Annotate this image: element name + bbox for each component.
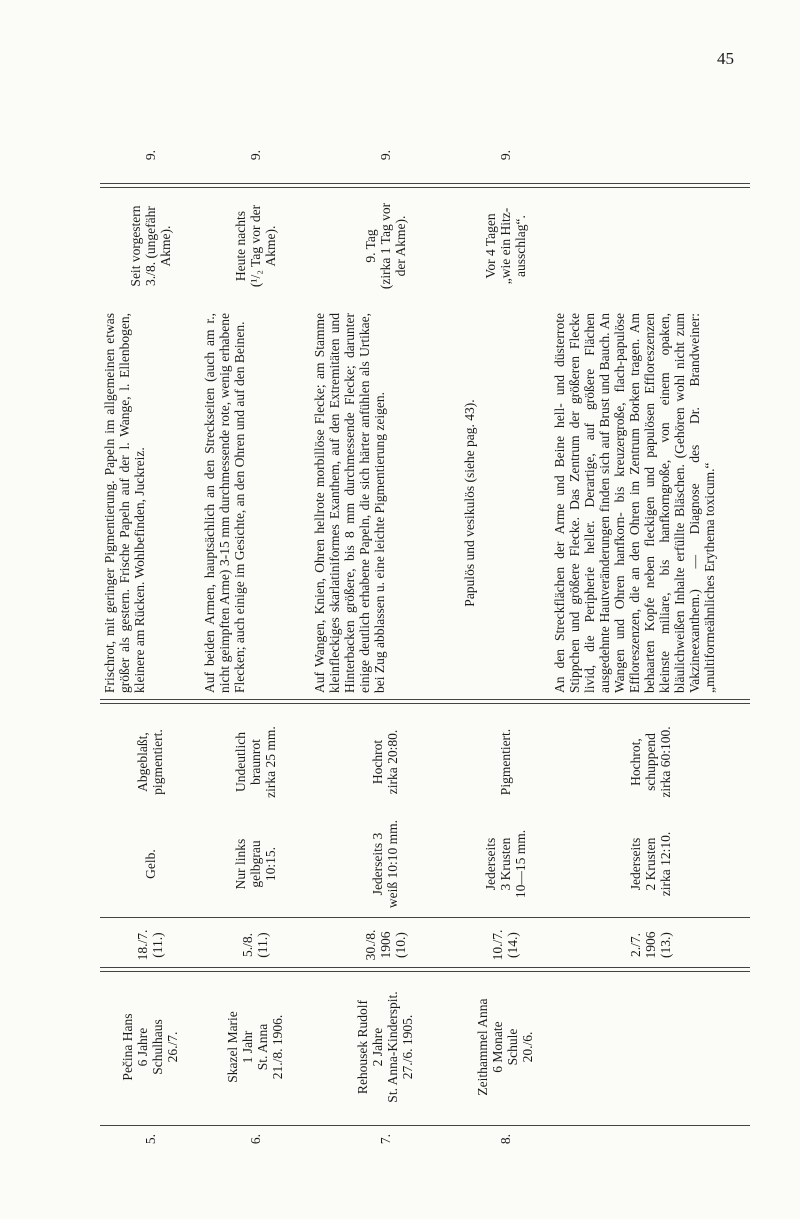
table-row-5 bbox=[100, 120, 200, 1150]
patient-info: Rehousek Rudolf 2 Jahre St. Anna-Kinderspit. 27./6. 1905. bbox=[355, 991, 415, 1103]
areola-reaction: Abgeblaßt, pigmentiert. bbox=[135, 729, 165, 795]
areola-reaction: Hochrot zirka 20:80. bbox=[370, 729, 400, 795]
patient-info bbox=[550, 972, 750, 1122]
day-number: 9. bbox=[247, 149, 263, 161]
exanthem-findings: Auf Wangen, Knien, Ohren hellrote morbillöse Flecke; am Stamme kleinfleckiges skarlatiniformes Exanthem, auf den Extremitäten und Hinterbacken größere, bis 8 mm durchmessende Flecke; darunter einige deutlich erhabene Papeln, die sich härter anfühlen als Urtikae, bei Zug abblassen u. eine leichte Pigmentierung zeigen. bbox=[312, 313, 387, 693]
patient-info: Pečina Hans 6 Jahre Schulhaus 26./7. bbox=[120, 1013, 180, 1081]
exanthem-findings: Papulös und vesikulös (siehe pag. 43). bbox=[462, 399, 477, 607]
exanthem-onset bbox=[550, 190, 750, 302]
table-row-8 bbox=[460, 120, 550, 1150]
vaccination-site: Jederseits 3 weiß 10:10 mm. bbox=[370, 819, 400, 909]
vaccination-date: 10./7. (14.) bbox=[490, 929, 520, 961]
vaccination-date: 30./8. 1906 (10.) bbox=[362, 929, 408, 961]
case-number bbox=[550, 1128, 750, 1150]
day-number: 9. bbox=[377, 149, 393, 161]
areola-reaction: Pigmentiert. bbox=[497, 728, 513, 796]
vaccination-date: 18./7. (11.) bbox=[135, 929, 165, 961]
vaccination-date: 2./7. 1906 (13.) bbox=[627, 931, 673, 959]
exanthem-onset: Vor 4 Tagen „wie ein Hitz- ausschlag“. bbox=[482, 207, 528, 285]
vaccination-site: Jederseits 3 Krusten 10—15 mm. bbox=[482, 829, 528, 899]
exanthem-onset: Heute nachts (¹/₂ Tag vor der Akme). bbox=[232, 204, 278, 288]
case-table bbox=[100, 120, 750, 1150]
case-number: 6. bbox=[247, 1133, 263, 1145]
patient-info: Zeithammel Anna 6 Monate Schule 20./6. bbox=[475, 998, 535, 1096]
vaccination-site: Jederseits 2 Krusten zirka 12:10. bbox=[627, 831, 673, 897]
areola-reaction: Undeutlich braunrot zirka 25 mm. bbox=[232, 726, 278, 798]
patient-info: Skazel Marie 1 Jahr St. Anna 21./8. 1906. bbox=[225, 1011, 285, 1083]
exanthem-findings: Frischrot, mit geringer Pigmentierung. Papeln im allgemeinen etwas größer als gestern. Frische Papeln auf der l. Wange, l. Ellenbogen, kleinere am Rücken. Wohlbefinden, Juckreiz. bbox=[102, 313, 147, 693]
table-row-7 bbox=[310, 120, 460, 1150]
vaccination-site: Gelb. bbox=[142, 849, 158, 879]
vaccination-date: 5./8. (11.) bbox=[240, 932, 270, 958]
vaccination-site: Nur links gelbgrau 10:15. bbox=[232, 838, 278, 890]
areola-reaction: Hochrot, schuppend zirka 60:100. bbox=[627, 726, 673, 798]
exanthem-onset: Seit vorgestern 3./8. (ungefähr Akme). bbox=[127, 205, 173, 287]
table-row-6 bbox=[200, 120, 310, 1150]
case-number: 5. bbox=[142, 1133, 158, 1145]
case-number: 7. bbox=[377, 1133, 393, 1145]
exanthem-onset: 9. Tag (zirka 1 Tag vor der Akme). bbox=[362, 202, 408, 290]
exanthem-findings: An den Streckflächen der Arme und Beine hell- und düsterrote Stippchen und größere Flecke. Das Zentrum der größeren Flecke livid, die Peripherie heller. Derartige, auf größere Flächen ausgedehnte Hautveränderungen finden sich auf Brust und Bauch. An Wangen und Ohren hanfkorn- bis kreuzergroße, flach-papulöse Effloreszenzen, die an den Ohren im Zentrum Borken tragen. Am behaarten Kopfe neben fleckigen und papulösen Effloreszenzen kleinste miliare, bis hanfkorngroße, von einem opaken, bläulichweißen Inhalte erfüllte Bläschen. (Gehören wohl nicht zum Vakzineexanthem.) — Diagnose des Dr. Brandweiner: „multiformeähnliches Erythema toxicum.“ bbox=[552, 313, 717, 693]
day-number: 9. bbox=[142, 149, 158, 161]
page-number: 45 bbox=[717, 49, 734, 68]
exanthem-findings: Auf beiden Armen, hauptsächlich an den Streckseiten (auch am r., nicht geimpften Arme) 3-15 mm durchmessende rote, wenig erhabene Flecken; auch einige im Gesichte, an den Ohren und auf den Beinen. bbox=[202, 313, 247, 693]
day-number bbox=[550, 135, 750, 175]
table-row-continued bbox=[550, 120, 750, 1150]
day-number: 9. bbox=[497, 149, 513, 161]
case-number: 8. bbox=[497, 1133, 513, 1145]
